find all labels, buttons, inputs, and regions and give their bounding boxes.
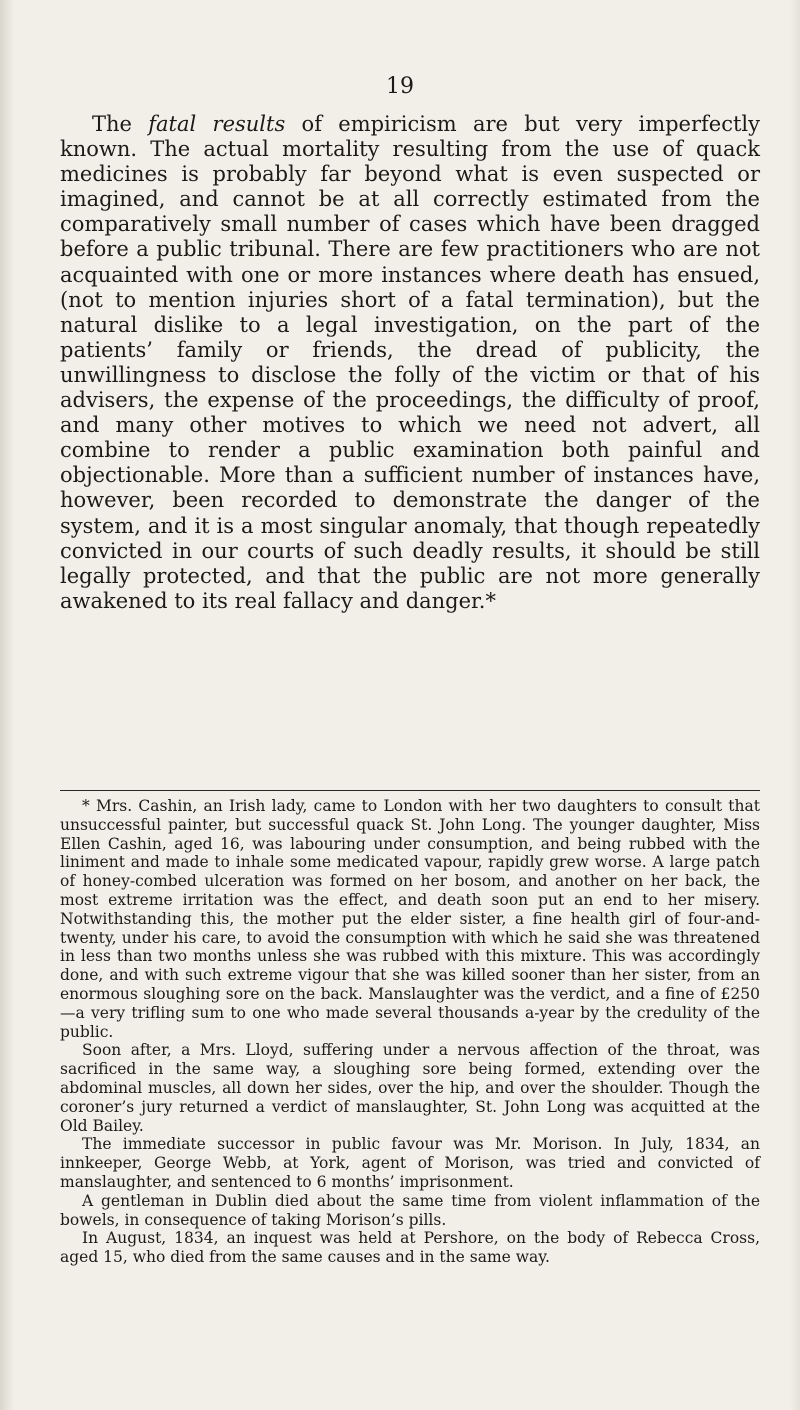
footnotes <box>60 797 760 1267</box>
footnote-paragraph: In August, 1834, an inquest was held at Pershore, on the body of Rebecca Cross, aged 15, who died from the same causes and in the same way. <box>60 1229 760 1267</box>
footnote-paragraph: Soon after, a Mrs. Lloyd, suffering under a nervous affection of the throat, was sacrificed in the same way, a sloughing sore being formed, extending over the abdominal muscles, all down her sides, over the hip, and over the shoulder. Though the coroner’s jury returned a verdict of manslaughter, St. John Long was acquitted at the Old Bailey. <box>60 1041 760 1135</box>
footnote-paragraph: * Mrs. Cashin, an Irish lady, came to London with her two daughters to consult that unsuccessful painter, but successful quack St. John Long. The younger daughter, Miss Ellen Cashin, aged 16, was labouring under consumption, and being rubbed with the liniment and made to inhale some medicated vapour, rapidly grew worse. A large patch of honey-combed ulceration was formed on her bosom, and another on her back, the most extreme irritation was the effect, and death soon put an end to her misery. Notwithstanding this, the mother put the elder sister, a fine health girl of four-and-twenty, under his care, to avoid the consumption with which he said she was threatened in less than two months unless she was rubbed with this mixture. This was accordingly done, and with such extreme vigour that she was killed sooner than her sister, from an enormous sloughing sore on the back. Manslaughter was the verdict, and a fine of £250—a very trifling sum to one who made several thousands a-year by the credulity of the public. <box>60 797 760 1041</box>
main-text <box>60 112 760 614</box>
page-edge-right <box>790 0 800 1410</box>
main-paragraph <box>60 112 760 614</box>
footnote-paragraph: The immediate successor in public favour was Mr. Morison. In July, 1834, an innkeeper, George Webb, at York, agent of Morison, was tried and convicted of manslaughter, and sentenced to 6 months’ imprisonment. <box>60 1135 760 1191</box>
page-edge-left <box>0 0 14 1410</box>
footnote-rule <box>60 790 760 791</box>
footnote-paragraph: A gentleman in Dublin died about the same time from violent inflammation of the bowels, in consequence of taking Morison’s pills. <box>60 1191 760 1229</box>
main-paragraph-lead: The <box>92 112 149 136</box>
main-paragraph-emphasis: fatal results <box>148 112 286 136</box>
page-number: 19 <box>386 74 414 99</box>
main-paragraph-body: of empiricism are but very imperfectly known. The actual mortality resulting from the use of quack medicines is probably far beyond what is even suspected or imagined, and cannot be at all correctly estimated from the comparatively small number of cases which have been dragged before a public tribunal. There are few practitioners who are not acquainted with one or more instances where death has ensued, (not to mention injuries short of a fatal termination), but the natural dislike to a legal investigation, on the part of the patients’ family or friends, the dread of publicity, the unwillingness to disclose the folly of the victim or that of his advisers, the expense of the proceedings, the difficulty of proof, and many other motives to which we need not advert, all combine to render a public examination both painful and objectionable. More than a sufficient number of instances have, however, been recorded to demonstrate the danger of the system, and it is a most singular anomaly, that though repeatedly convicted in our courts of such deadly results, it should be still legally protected, and that the public are not more generally awakened to its real fallacy and danger.* <box>60 112 761 613</box>
